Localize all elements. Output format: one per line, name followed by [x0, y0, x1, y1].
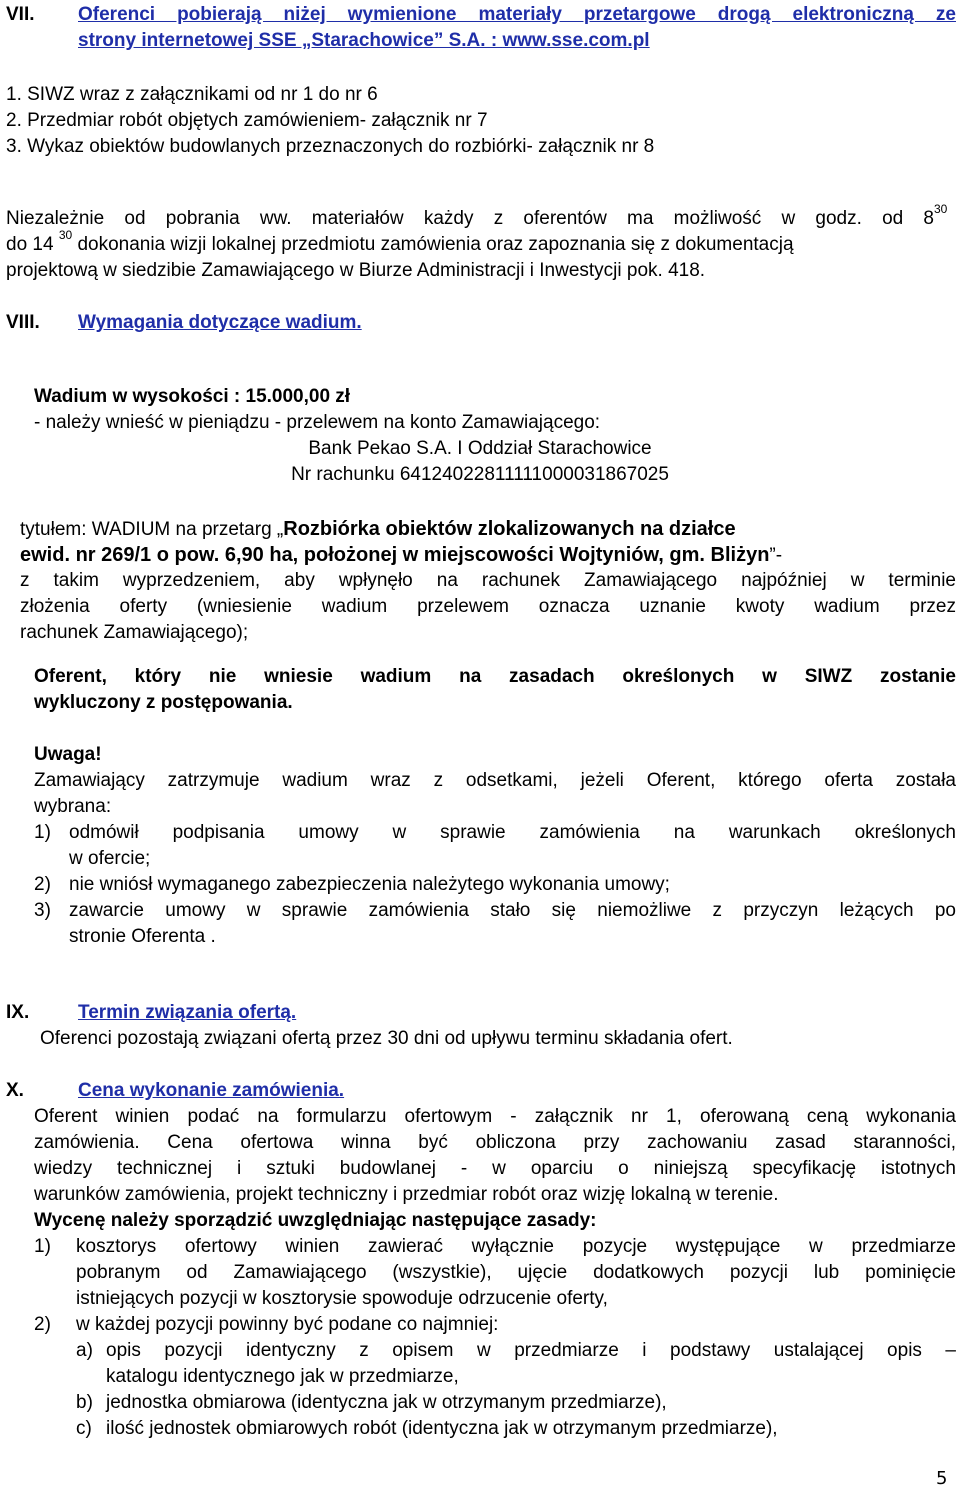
pricing-rule-2-number: 2) — [34, 1314, 51, 1335]
retention-line1: Zamawiający zatrzymuje wadium wraz z odsetkami, jeżeli Oferent, którego oferta została — [34, 770, 956, 791]
site-visit-line2-text: dokonania wizji lokalnej przedmiotu zamówienia oraz zapoznania się z dokumentacją — [72, 234, 794, 255]
section-ix-number: IX. — [6, 1002, 30, 1023]
transfer-title-bold-2: ewid. nr 269/1 o pow. 6,90 ha, położonej w miejscowości Wojtyniów, gm. Bliżyn — [20, 544, 770, 566]
time-superscript-1: 30 — [934, 202, 948, 216]
pricing-rule-1-line2: pobranym od Zamawiającego (wszystkie), ujęcie dodatkowych pozycji lub pominięcie — [76, 1262, 956, 1283]
pricing-rule-1-number: 1) — [34, 1236, 51, 1257]
section-vii-title-line1: Oferenci pobierają niżej wymienione materiały przetargowe drogą elektroniczną ze — [78, 4, 956, 25]
deadline-warning-line3: rachunek Zamawiającego); — [20, 622, 249, 643]
pricing-subitem-a-letter: a) — [76, 1340, 93, 1361]
materials-item-2: 2. Przedmiar robót objętych zamówieniem- załącznik nr 7 — [6, 110, 488, 131]
retention-item-1-line1: odmówił podpisania umowy w sprawie zamówienia na warunkach określonych — [69, 822, 956, 843]
time-superscript-2: 30 — [58, 228, 73, 242]
pricing-subitem-c-line1: ilość jednostek obmiarowych robót (identyczna jak w otrzymanym przedmiarze), — [106, 1418, 778, 1439]
pricing-subitem-c-letter: c) — [76, 1418, 92, 1439]
section-ix-title: Termin związania ofertą. — [78, 1002, 297, 1023]
binding-period-text: Oferenci pozostają związani ofertą przez 30 dni od upływu terminu składania ofert. — [40, 1028, 733, 1049]
exclusion-notice-line1: Oferent, który nie wniesie wadium na zasadach określonych w SIWZ zostanie — [34, 666, 956, 687]
materials-item-1: 1. SIWZ wraz z załącznikami od nr 1 do nr 6 — [6, 84, 378, 105]
bank-account-number: Nr rachunku 64124022811111000031867025 — [291, 464, 669, 485]
price-paragraph-line1: Oferent winien podać na formularzu ofertowym - załącznik nr 1, oferowaną ceną wykonania — [34, 1106, 956, 1127]
pricing-rule-1-line3: istniejących pozycji w kosztorysie spowoduje odrzucenie oferty, — [76, 1288, 608, 1309]
retention-item-1-line2: w ofercie; — [69, 848, 151, 869]
pricing-subitem-b-letter: b) — [76, 1392, 93, 1413]
price-paragraph-line2: zamówienia. Cena ofertowa winna być obliczona przy zachowaniu zasad staranności, — [34, 1132, 956, 1153]
price-paragraph-line3: wiedzy technicznej i sztuki budowlanej - w oparciu o niniejszą specyfikację istotnych — [34, 1158, 956, 1179]
section-vii-title-line2-text: strony internetowej SSE „Starachowice” S.A. : — [78, 30, 503, 51]
pricing-rule-2-line1: w każdej pozycji powinny być podane co najmniej: — [76, 1314, 499, 1335]
transfer-title-bold-1: Rozbiórka obiektów zlokalizowanych na działce — [283, 518, 736, 540]
section-vii-title-line2 — [78, 28, 650, 54]
retention-item-2-number: 2) — [34, 874, 51, 895]
page-number: 5 — [936, 1468, 948, 1489]
deadline-warning-line2: złożenia oferty (wniesienie wadium przelewem oznacza uznanie kwoty wadium przez — [20, 596, 956, 617]
pricing-subitem-b-line1: jednostka obmiarowa (identyczna jak w otrzymanym przedmiarze), — [106, 1392, 667, 1413]
section-x-title: Cena wykonanie zamówienia. — [78, 1080, 345, 1101]
retention-item-3-number: 3) — [34, 900, 51, 921]
site-visit-line1 — [6, 202, 948, 233]
section-x-number: X. — [6, 1080, 24, 1101]
retention-item-2-line1: nie wniósł wymaganego zabezpieczenia należytego wykonania umowy; — [69, 874, 670, 895]
sse-website-link[interactable]: www.sse.com.pl — [502, 30, 650, 51]
transfer-title-line2 — [20, 542, 782, 569]
pricing-subitem-a-line2: katalogu identycznego jak w przedmiarze, — [106, 1366, 459, 1387]
uwaga-heading: Uwaga! — [34, 744, 102, 765]
retention-item-3-line1: zawarcie umowy w sprawie zamówienia stało się niemożliwe z przyczyn leżących po — [69, 900, 956, 921]
price-paragraph-line4: warunków zamówienia, projekt techniczny i przedmiar robót oraz wizję lokalną w terenie. — [34, 1184, 779, 1205]
materials-item-3: 3. Wykaz obiektów budowlanych przeznaczonych do rozbiórki- załącznik nr 8 — [6, 136, 655, 157]
deadline-warning-line1: z takim wyprzedzeniem, aby wpłynęło na rachunek Zamawiającego najpóźniej w terminie — [20, 570, 956, 591]
section-viii-title: Wymagania dotyczące wadium. — [78, 312, 362, 333]
wadium-payment-method: - należy wnieść w pieniądzu - przelewem na konto Zamawiającego: — [34, 412, 601, 433]
bank-name: Bank Pekao S.A. I Oddział Starachowice — [308, 438, 652, 459]
retention-line2: wybrana: — [34, 796, 112, 817]
exclusion-notice-line2: wykluczony z postępowania. — [34, 692, 293, 713]
site-visit-line2-prefix: do 14 — [6, 234, 59, 255]
site-visit-line1-text: Niezależnie od pobrania ww. materiałów każdy z oferentów ma możliwość w godz. od 8 — [6, 208, 934, 229]
transfer-title-tail: ”- — [769, 545, 783, 566]
pricing-rules-heading: Wycenę należy sporządzić uwzględniając następujące zasady: — [34, 1210, 597, 1231]
site-visit-line3: projektową w siedzibie Zamawiającego w Biurze Administracji i Inwestycji pok. 418. — [6, 260, 706, 281]
section-vii-number: VII. — [6, 4, 35, 25]
pricing-subitem-a-line1: opis pozycji identyczny z opisem w przedmiarze i podstawy ustalającej opis – — [106, 1340, 956, 1361]
transfer-title-line1 — [20, 516, 956, 543]
pricing-rule-1-line1: kosztorys ofertowy winien zawierać wyłącznie pozycje występujące w przedmiarze — [76, 1236, 956, 1257]
retention-item-1-number: 1) — [34, 822, 51, 843]
wadium-amount: Wadium w wysokości : 15.000,00 zł — [34, 386, 351, 407]
transfer-title-prefix: tytułem: WADIUM na przetarg „ — [20, 519, 284, 540]
site-visit-line2 — [6, 228, 956, 259]
section-viii-number: VIII. — [6, 312, 40, 333]
retention-item-3-line2: stronie Oferenta . — [69, 926, 216, 947]
